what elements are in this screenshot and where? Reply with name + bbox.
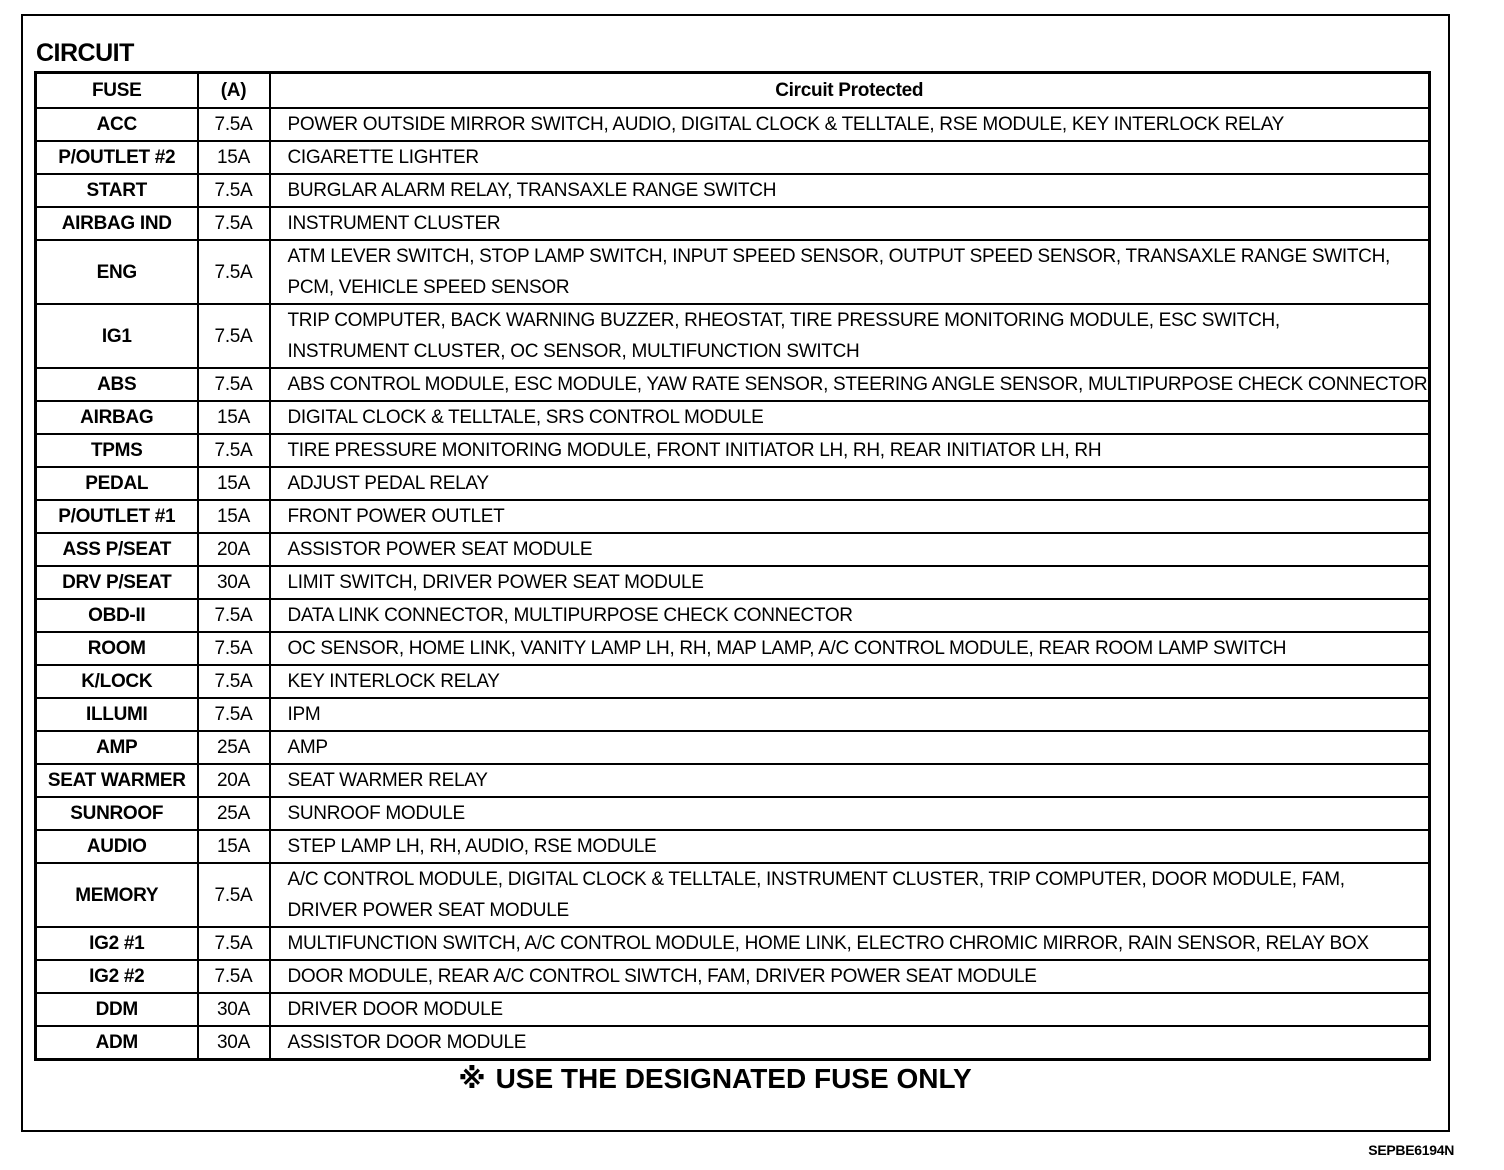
circuit-title: CIRCUIT <box>36 39 134 67</box>
fuse-name-cell: MEMORY <box>36 863 198 927</box>
table-row <box>36 401 1430 434</box>
table-row <box>36 993 1430 1026</box>
circuit-protected-cell <box>270 1026 1430 1060</box>
circuit-protected-cell <box>270 599 1430 632</box>
circuit-protected-cell <box>270 960 1430 993</box>
fuse-amperage-cell: 15A <box>198 401 270 434</box>
fuse-amperage-cell: 7.5A <box>198 698 270 731</box>
circuit-protected-cell <box>270 632 1430 665</box>
circuit-protected-cell <box>270 401 1430 434</box>
fuse-name-cell: IG1 <box>36 304 198 368</box>
fuse-name-cell: ENG <box>36 240 198 304</box>
fuse-amperage-cell: 15A <box>198 141 270 174</box>
fuse-name-cell: TPMS <box>36 434 198 467</box>
table-row <box>36 304 1430 368</box>
fuse-name-cell: ABS <box>36 368 198 401</box>
fuse-amperage-cell: 30A <box>198 566 270 599</box>
fuse-amperage-cell: 30A <box>198 993 270 1026</box>
fuse-amperage-cell: 25A <box>198 731 270 764</box>
circuit-protected-cell <box>270 566 1430 599</box>
circuit-line: POWER OUTSIDE MIRROR SWITCH, AUDIO, DIGITAL CLOCK & TELLTALE, RSE MODULE, KEY INTERLOCK RELAY <box>287 114 1285 135</box>
circuit-line: TIRE PRESSURE MONITORING MODULE, FRONT INITIATOR LH, RH, REAR INITIATOR LH, RH <box>287 440 1102 461</box>
table-row <box>36 368 1430 401</box>
circuit-line: MULTIFUNCTION SWITCH, A/C CONTROL MODULE, HOME LINK, ELECTRO CHROMIC MIRROR, RAIN SENSOR, RELAY BOX <box>287 933 1369 954</box>
fuse-name-cell: DRV P/SEAT <box>36 566 198 599</box>
circuit-line: ASSISTOR POWER SEAT MODULE <box>287 539 593 560</box>
fuse-amperage-cell: 7.5A <box>198 632 270 665</box>
header-amperage: (A) <box>198 73 270 109</box>
circuit-line: TRIP COMPUTER, BACK WARNING BUZZER, RHEOSTAT, TIRE PRESSURE MONITORING MODULE, ESC SWITCH, <box>287 310 1280 331</box>
fuse-amperage-cell: 7.5A <box>198 174 270 207</box>
circuit-line: FRONT POWER OUTLET <box>287 506 505 527</box>
circuit-protected-cell <box>270 500 1430 533</box>
table-row <box>36 500 1430 533</box>
notice-text: USE THE DESIGNATED FUSE ONLY <box>495 1063 972 1094</box>
circuit-line: BURGLAR ALARM RELAY, TRANSAXLE RANGE SWITCH <box>287 180 777 201</box>
fuse-amperage-cell: 15A <box>198 500 270 533</box>
fuse-name-cell: ADM <box>36 1026 198 1060</box>
reference-mark-icon: ※ <box>458 1063 486 1094</box>
table-row <box>36 797 1430 830</box>
table-row <box>36 632 1430 665</box>
fuse-name-cell: AIRBAG <box>36 401 198 434</box>
table-row <box>36 665 1430 698</box>
fuse-name-cell: AIRBAG IND <box>36 207 198 240</box>
fuse-amperage-cell: 7.5A <box>198 108 270 141</box>
circuit-protected-cell <box>270 665 1430 698</box>
circuit-line: DRIVER POWER SEAT MODULE <box>287 900 569 921</box>
table-row <box>36 960 1430 993</box>
table-row <box>36 566 1430 599</box>
fuse-name-cell: PEDAL <box>36 467 198 500</box>
fuse-amperage-cell: 7.5A <box>198 304 270 368</box>
fuse-amperage-cell: 20A <box>198 764 270 797</box>
fuse-name-cell: P/OUTLET #2 <box>36 141 198 174</box>
circuit-protected-cell <box>270 863 1430 927</box>
table-row <box>36 434 1430 467</box>
table-row <box>36 830 1430 863</box>
circuit-line: DOOR MODULE, REAR A/C CONTROL SIWTCH, FAM, DRIVER POWER SEAT MODULE <box>287 966 1037 987</box>
table-row <box>36 467 1430 500</box>
circuit-protected-cell <box>270 993 1430 1026</box>
fuse-amperage-cell: 7.5A <box>198 207 270 240</box>
figure-code: SEPBE6194N <box>1368 1142 1454 1158</box>
fuse-name-cell: DDM <box>36 993 198 1026</box>
circuit-protected-cell <box>270 141 1430 174</box>
circuit-protected-cell <box>270 467 1430 500</box>
fuse-name-cell: ILLUMI <box>36 698 198 731</box>
circuit-line: ASSISTOR DOOR MODULE <box>287 1032 527 1053</box>
table-row <box>36 927 1430 960</box>
table-row <box>36 698 1430 731</box>
fuse-amperage-cell: 7.5A <box>198 599 270 632</box>
circuit-protected-cell <box>270 368 1430 401</box>
fuse-table <box>34 71 1431 1061</box>
circuit-line: INSTRUMENT CLUSTER <box>287 213 501 234</box>
circuit-line: SEAT WARMER RELAY <box>287 770 488 791</box>
circuit-protected-cell <box>270 731 1430 764</box>
circuit-protected-cell <box>270 764 1430 797</box>
table-row <box>36 863 1430 927</box>
circuit-protected-cell <box>270 240 1430 304</box>
table-row <box>36 1026 1430 1060</box>
circuit-protected-cell <box>270 108 1430 141</box>
circuit-protected-cell <box>270 797 1430 830</box>
fuse-amperage-cell: 7.5A <box>198 863 270 927</box>
fuse-name-cell: P/OUTLET #1 <box>36 500 198 533</box>
table-row <box>36 764 1430 797</box>
fuse-name-cell: IG2 #1 <box>36 927 198 960</box>
header-circuit-protected: Circuit Protected <box>270 73 1430 109</box>
fuse-name-cell: SEAT WARMER <box>36 764 198 797</box>
circuit-line: ATM LEVER SWITCH, STOP LAMP SWITCH, INPUT SPEED SENSOR, OUTPUT SPEED SENSOR, TRANSAXLE RANGE SWITCH, <box>287 246 1390 267</box>
fuse-amperage-cell: 7.5A <box>198 434 270 467</box>
circuit-line: PCM, VEHICLE SPEED SENSOR <box>287 277 570 298</box>
circuit-line: AMP <box>287 737 328 758</box>
circuit-line: DIGITAL CLOCK & TELLTALE, SRS CONTROL MODULE <box>287 407 764 428</box>
circuit-protected-cell <box>270 830 1430 863</box>
fuse-name-cell: ACC <box>36 108 198 141</box>
fuse-name-cell: START <box>36 174 198 207</box>
circuit-line: ADJUST PEDAL RELAY <box>287 473 489 494</box>
fuse-amperage-cell: 30A <box>198 1026 270 1060</box>
fuse-name-cell: IG2 #2 <box>36 960 198 993</box>
fuse-name-cell: SUNROOF <box>36 797 198 830</box>
circuit-protected-cell <box>270 174 1430 207</box>
circuit-line: DRIVER DOOR MODULE <box>287 999 503 1020</box>
fuse-name-cell: ROOM <box>36 632 198 665</box>
circuit-line: ABS CONTROL MODULE, ESC MODULE, YAW RATE SENSOR, STEERING ANGLE SENSOR, MULTIPURPOSE CHECK CONNECTOR <box>287 374 1428 395</box>
circuit-line: LIMIT SWITCH, DRIVER POWER SEAT MODULE <box>287 572 704 593</box>
table-row <box>36 141 1430 174</box>
table-row <box>36 240 1430 304</box>
circuit-line: SUNROOF MODULE <box>287 803 465 824</box>
circuit-line: IPM <box>287 704 321 725</box>
table-row <box>36 599 1430 632</box>
fuse-name-cell: K/LOCK <box>36 665 198 698</box>
fuse-name-cell: OBD-II <box>36 599 198 632</box>
circuit-line: INSTRUMENT CLUSTER, OC SENSOR, MULTIFUNCTION SWITCH <box>287 341 860 362</box>
header-fuse: FUSE <box>36 73 198 109</box>
fuse-amperage-cell: 25A <box>198 797 270 830</box>
table-row <box>36 108 1430 141</box>
fuse-amperage-cell: 7.5A <box>198 240 270 304</box>
circuit-line: A/C CONTROL MODULE, DIGITAL CLOCK & TELLTALE, INSTRUMENT CLUSTER, TRIP COMPUTER, DOOR MODULE, FAM, <box>287 869 1345 890</box>
circuit-line: STEP LAMP LH, RH, AUDIO, RSE MODULE <box>287 836 657 857</box>
fuse-amperage-cell: 20A <box>198 533 270 566</box>
table-row <box>36 731 1430 764</box>
table-row <box>36 207 1430 240</box>
fuse-name-cell: AMP <box>36 731 198 764</box>
circuit-line: CIGARETTE LIGHTER <box>287 147 479 168</box>
fuse-amperage-cell: 15A <box>198 467 270 500</box>
circuit-protected-cell <box>270 533 1430 566</box>
circuit-line: KEY INTERLOCK RELAY <box>287 671 500 692</box>
fuse-name-cell: ASS P/SEAT <box>36 533 198 566</box>
fuse-amperage-cell: 7.5A <box>198 665 270 698</box>
table-header-row <box>36 73 1430 109</box>
fuse-amperage-cell: 15A <box>198 830 270 863</box>
circuit-protected-cell <box>270 698 1430 731</box>
designated-fuse-notice <box>0 1062 1430 1095</box>
fuse-amperage-cell: 7.5A <box>198 960 270 993</box>
circuit-line: OC SENSOR, HOME LINK, VANITY LAMP LH, RH, MAP LAMP, A/C CONTROL MODULE, REAR ROOM LAMP SWITCH <box>287 638 1287 659</box>
table-row <box>36 174 1430 207</box>
circuit-protected-cell <box>270 434 1430 467</box>
fuse-amperage-cell: 7.5A <box>198 368 270 401</box>
circuit-protected-cell <box>270 927 1430 960</box>
circuit-protected-cell <box>270 304 1430 368</box>
fuse-name-cell: AUDIO <box>36 830 198 863</box>
table-row <box>36 533 1430 566</box>
circuit-line: DATA LINK CONNECTOR, MULTIPURPOSE CHECK CONNECTOR <box>287 605 853 626</box>
fuse-rows <box>36 108 1430 1060</box>
fuse-amperage-cell: 7.5A <box>198 927 270 960</box>
circuit-protected-cell <box>270 207 1430 240</box>
